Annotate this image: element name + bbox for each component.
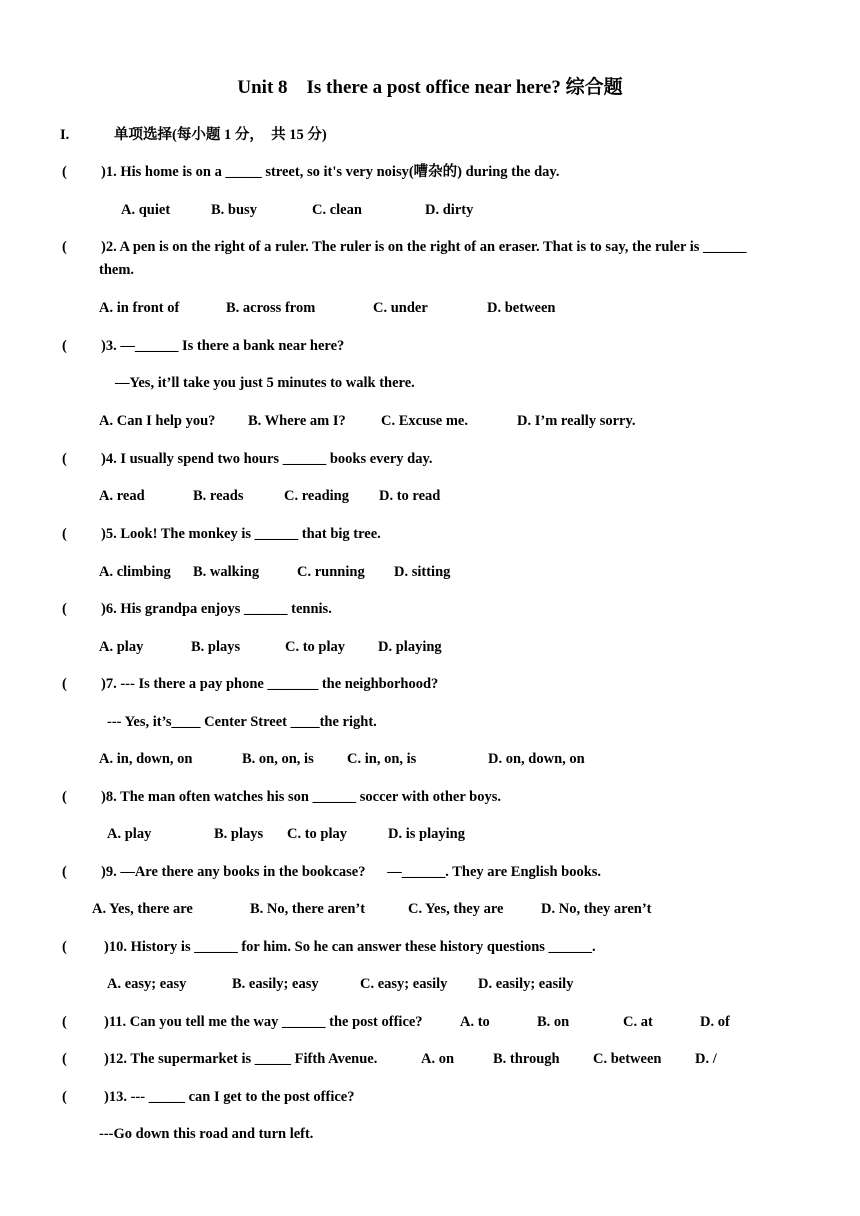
option-c: C. running: [297, 564, 365, 580]
question-stem: )1. His home is on a _____ street, so it's very noisy(嘈杂的) during the day.: [101, 164, 560, 180]
option-b: B. plays: [214, 826, 264, 842]
option-b: B. No, there aren’t: [250, 901, 366, 917]
option-a: A. play: [107, 826, 152, 842]
option-c: C. easy; easily: [360, 976, 448, 992]
option-d: D. is playing: [388, 826, 465, 842]
question-reply: ---Go down this road and turn left.: [99, 1126, 314, 1142]
option-c: C. reading: [284, 488, 349, 504]
option-b: B. reads: [193, 488, 244, 504]
answer-paren: (: [62, 164, 67, 180]
option-b: B. on: [537, 1014, 570, 1030]
option-a: A. play: [99, 639, 144, 655]
section-heading: 单项选择(每小题 1 分， 共 15 分): [114, 127, 327, 143]
option-d: D. of: [700, 1014, 730, 1030]
question-stem: )7. --- Is there a pay phone _______ the neighborhood?: [101, 676, 439, 692]
answer-paren: (: [62, 864, 67, 880]
option-d: D. No, they aren’t: [541, 901, 652, 917]
question-reply: —Yes, it’ll take you just 5 minutes to walk there.: [115, 375, 415, 391]
option-d: D. on, down, on: [488, 751, 585, 767]
answer-paren: (: [62, 939, 67, 955]
answer-paren: (: [62, 239, 67, 255]
option-c: C. clean: [312, 202, 362, 218]
question-stem: )3. —______ Is there a bank near here?: [101, 338, 345, 354]
option-a: A. in front of: [99, 300, 180, 316]
option-a: A. climbing: [99, 564, 171, 580]
option-a: A. read: [99, 488, 145, 504]
option-d: D. sitting: [394, 564, 451, 580]
option-a: A. in, down, on: [99, 751, 193, 767]
option-a: A. Yes, there are: [92, 901, 193, 917]
option-d: D. dirty: [425, 202, 474, 218]
answer-paren: (: [62, 601, 67, 617]
option-d: D. /: [695, 1051, 717, 1067]
option-a: A. quiet: [121, 202, 171, 218]
option-c: C. to play: [285, 639, 346, 655]
option-b: B. Where am I?: [248, 413, 346, 429]
option-b: B. plays: [191, 639, 241, 655]
answer-paren: (: [62, 1089, 67, 1105]
answer-paren: (: [62, 526, 67, 542]
question-stem-continued: them.: [99, 262, 135, 278]
question-stem: )12. The supermarket is _____ Fifth Avenue.: [104, 1051, 378, 1067]
option-c: C. under: [373, 300, 428, 316]
option-c: C. between: [593, 1051, 662, 1067]
answer-paren: (: [62, 676, 67, 692]
option-c: C. Yes, they are: [408, 901, 504, 917]
option-d: D. I’m really sorry.: [517, 413, 636, 429]
option-b: B. on, on, is: [242, 751, 314, 767]
option-a: A. on: [421, 1051, 455, 1067]
option-c: C. at: [623, 1014, 653, 1030]
question-stem: )8. The man often watches his son ______ soccer with other boys.: [101, 789, 501, 805]
answer-paren: (: [62, 789, 67, 805]
question-stem: )11. Can you tell me the way ______ the post office?: [104, 1014, 423, 1030]
option-b: B. busy: [211, 202, 257, 218]
question-reply: --- Yes, it’s____ Center Street ____the right.: [107, 714, 377, 730]
answer-paren: (: [62, 451, 67, 467]
option-b: B. walking: [193, 564, 260, 580]
question-stem: )2. A pen is on the right of a ruler. The ruler is on the right of an eraser. That is to say, the ruler is ______: [101, 239, 747, 255]
option-b: B. through: [493, 1051, 560, 1067]
question-stem: )13. --- _____ can I get to the post office?: [104, 1089, 355, 1105]
answer-paren: (: [62, 1051, 67, 1067]
option-d: D. playing: [378, 639, 442, 655]
answer-paren: (: [62, 338, 67, 354]
option-b: B. easily; easy: [232, 976, 319, 992]
option-a: A. easy; easy: [107, 976, 187, 992]
answer-paren: (: [62, 1014, 67, 1030]
question-stem: )9. —Are there any books in the bookcase? —______. They are English books.: [101, 864, 602, 880]
option-b: B. across from: [226, 300, 316, 316]
option-a: A. Can I help you?: [99, 413, 216, 429]
question-stem: )4. I usually spend two hours ______ books every day.: [101, 451, 433, 467]
section-number: I.: [60, 127, 70, 143]
page-title: Unit 8 Is there a post office near here? 综合题: [237, 77, 623, 98]
option-d: D. to read: [379, 488, 441, 504]
question-stem: )5. Look! The monkey is ______ that big tree.: [101, 526, 381, 542]
question-stem: )10. History is ______ for him. So he can answer these history questions ______.: [104, 939, 596, 955]
option-c: C. in, on, is: [347, 751, 417, 767]
question-stem: )6. His grandpa enjoys ______ tennis.: [101, 601, 332, 617]
option-c: C. Excuse me.: [381, 413, 468, 429]
option-d: D. between: [487, 300, 556, 316]
option-a: A. to: [460, 1014, 490, 1030]
option-c: C. to play: [287, 826, 348, 842]
option-d: D. easily; easily: [478, 976, 574, 992]
